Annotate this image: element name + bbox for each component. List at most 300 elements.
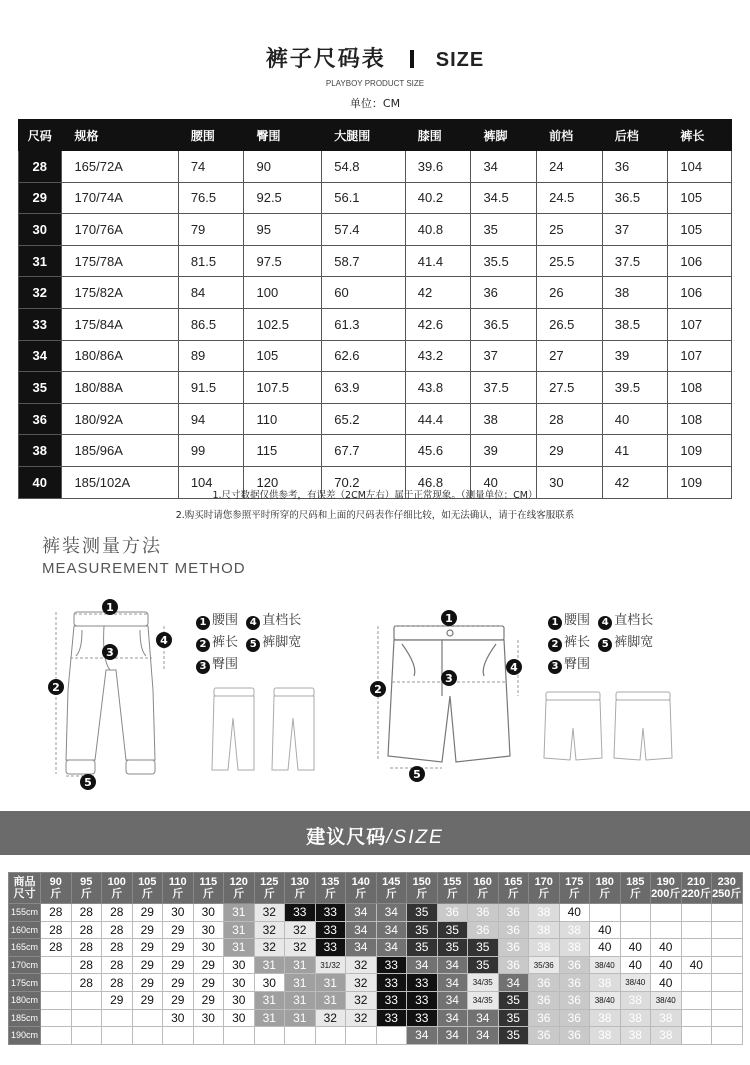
table-cell: 170/74A (62, 182, 178, 214)
size-cell (712, 904, 743, 922)
table-cell: 42 (602, 466, 668, 498)
table-cell: 62.6 (322, 340, 406, 372)
size-cell: 31 (315, 991, 346, 1009)
size-cell: 34 (376, 904, 407, 922)
table-cell: 35.5 (471, 245, 537, 277)
weight-unit: 斤 (141, 888, 153, 900)
size-cell: 31 (254, 956, 285, 974)
weight-value: 230 (717, 876, 736, 888)
weight-header (437, 873, 468, 904)
size-cell: 34 (19, 340, 62, 372)
table-cell: 108 (668, 403, 732, 435)
table-row (19, 214, 732, 246)
legend-long: 1 腰围 4 直档长 2 裤长 5 裤脚宽 3 臀围 (196, 610, 326, 676)
table-cell: 185/96A (62, 435, 178, 467)
corner-line-2: 尺寸 (13, 888, 36, 900)
size-cell: 35 (19, 372, 62, 404)
size-cell (651, 921, 682, 939)
size-cell: 32 (285, 921, 316, 939)
weight-unit: 斤 (385, 888, 397, 900)
weight-header (285, 873, 316, 904)
size-cell: 29 (163, 939, 194, 957)
size-cell: 33 (376, 1009, 407, 1027)
size-cell: 32 (346, 956, 377, 974)
size-cell: 33 (376, 974, 407, 992)
size-cell: 35 (407, 904, 438, 922)
weight-value: 120 (229, 876, 248, 888)
weight-header (620, 873, 651, 904)
weight-value: 185 (626, 876, 645, 888)
table-cell: 106 (668, 277, 732, 309)
table-cell: 56.1 (322, 182, 406, 214)
size-cell: 36 (559, 956, 590, 974)
size-cell (41, 991, 72, 1009)
size-cell: 36 (559, 974, 590, 992)
size-cell: 33 (315, 921, 346, 939)
table-cell: 185/102A (62, 466, 178, 498)
size-cell (71, 1009, 102, 1027)
table-cell: 44.4 (405, 403, 471, 435)
size-cell: 40 (620, 956, 651, 974)
size-cell: 33 (285, 904, 316, 922)
table-row (19, 435, 732, 467)
marker-2: 2 (374, 683, 382, 696)
table-cell: 63.9 (322, 372, 406, 404)
size-cell: 34 (346, 939, 377, 957)
size-cell: 40 (590, 921, 621, 939)
size-cell: 34 (407, 1027, 438, 1045)
note-2: 2.购买时请您参照平时所穿的尺码和上面的尺码表作仔细比较，如无法确认，请于在线客服联系 (175, 510, 575, 521)
size-cell: 30 (193, 939, 224, 957)
size-cell: 36 (498, 956, 529, 974)
size-cell (651, 904, 682, 922)
size-cell: 34 (437, 1027, 468, 1045)
long-pants-thumbnails (208, 684, 328, 776)
table-cell: 110 (244, 403, 322, 435)
size-cell: 30 (163, 904, 194, 922)
size-cell: 32 (285, 939, 316, 957)
weight-unit: 斤 (477, 888, 489, 900)
shorts-thumbnails (540, 688, 680, 768)
table-cell: 30 (537, 466, 603, 498)
size-cell (681, 1009, 712, 1027)
size-cell (681, 939, 712, 957)
table-cell: 38.5 (602, 308, 668, 340)
size-cell: 28 (41, 904, 72, 922)
size-cell: 28 (71, 904, 102, 922)
size-cell: 34 (468, 1009, 499, 1027)
size-cell: 32 (346, 1009, 377, 1027)
table-cell: 89 (178, 340, 244, 372)
size-cell: 31 (285, 1009, 316, 1027)
weight-header-row (9, 873, 743, 904)
table-cell: 104 (668, 151, 732, 183)
size-chart-table (18, 119, 732, 499)
size-cell: 30 (224, 991, 255, 1009)
table-cell: 58.7 (322, 245, 406, 277)
table-cell: 107.5 (244, 372, 322, 404)
table-row (19, 182, 732, 214)
size-cell (712, 956, 743, 974)
weight-header (163, 873, 194, 904)
size-cell: 29 (132, 991, 163, 1009)
table-cell: 43.8 (405, 372, 471, 404)
size-cell (712, 991, 743, 1009)
size-cell: 29 (163, 991, 194, 1009)
table-row (19, 372, 732, 404)
table-cell: 38 (471, 403, 537, 435)
method-title-en: MEASUREMENT METHOD (42, 560, 246, 577)
size-cell: 36 (468, 921, 499, 939)
table-row (9, 904, 743, 922)
size-cell: 29 (132, 939, 163, 957)
size-cell: 33 (315, 904, 346, 922)
size-cell: 30 (193, 921, 224, 939)
size-cell (712, 921, 743, 939)
size-cell: 38 (620, 1027, 651, 1045)
table-cell: 90 (244, 151, 322, 183)
size-cell: 31 (285, 956, 316, 974)
size-cell: 28 (102, 921, 133, 939)
size-cell (681, 974, 712, 992)
column-header: 膝围 (405, 120, 471, 151)
table-cell: 39 (602, 340, 668, 372)
size-cell (712, 974, 743, 992)
table-cell: 24.5 (537, 182, 603, 214)
size-cell: 31 (285, 991, 316, 1009)
size-cell: 34 (376, 921, 407, 939)
weight-header (712, 873, 743, 904)
table-cell: 180/86A (62, 340, 178, 372)
size-cell: 40 (651, 974, 682, 992)
table-cell: 40.2 (405, 182, 471, 214)
size-cell: 38/40 (590, 991, 621, 1009)
size-cell: 30 (224, 1009, 255, 1027)
size-cell (132, 1027, 163, 1045)
weight-unit: 斤 (111, 888, 123, 900)
table-row (9, 921, 743, 939)
table-row (9, 1027, 743, 1045)
size-cell (376, 1027, 407, 1045)
size-cell: 38 (620, 991, 651, 1009)
size-cell: 38 (529, 921, 560, 939)
table-cell: 109 (668, 435, 732, 467)
size-cell: 29 (193, 991, 224, 1009)
size-cell: 32 (254, 939, 285, 957)
size-cell (620, 904, 651, 922)
size-cell: 30 (163, 1009, 194, 1027)
weight-unit: 斤 (446, 888, 458, 900)
table-cell: 84 (178, 277, 244, 309)
size-cell (712, 939, 743, 957)
weight-value: 210 (687, 876, 706, 888)
table-row (9, 991, 743, 1009)
table-cell: 46.8 (405, 466, 471, 498)
size-cell: 33 (407, 991, 438, 1009)
table-row (19, 151, 732, 183)
marker-4: 4 (510, 661, 518, 674)
size-cell: 34/35 (468, 991, 499, 1009)
table-cell: 61.3 (322, 308, 406, 340)
weight-value: 150 (412, 876, 431, 888)
table-row (19, 403, 732, 435)
table-cell: 65.2 (322, 403, 406, 435)
table-cell: 86.5 (178, 308, 244, 340)
weight-header (407, 873, 438, 904)
size-cell (254, 1027, 285, 1045)
weight-header (498, 873, 529, 904)
column-header: 裤长 (668, 120, 732, 151)
size-cell: 33 (376, 991, 407, 1009)
size-cell: 29 (132, 974, 163, 992)
table-cell: 180/88A (62, 372, 178, 404)
corner-line-1: 商品 (13, 876, 36, 888)
size-cell (712, 1027, 743, 1045)
recommend-title (0, 822, 750, 849)
weight-unit: 斤 (294, 888, 306, 900)
size-cell: 36 (529, 991, 560, 1009)
table-cell: 41 (602, 435, 668, 467)
weight-unit: 斤 (568, 888, 580, 900)
size-chart-header (19, 120, 732, 151)
table-cell: 99 (178, 435, 244, 467)
weight-value: 165 (504, 876, 523, 888)
size-cell (41, 956, 72, 974)
weight-unit: 斤 (50, 888, 62, 900)
table-cell: 39 (471, 435, 537, 467)
size-cell: 30 (224, 956, 255, 974)
size-cell: 38 (651, 1027, 682, 1045)
size-cell: 28 (19, 151, 62, 183)
weight-header (132, 873, 163, 904)
weight-value: 175 (565, 876, 584, 888)
size-cell: 28 (102, 974, 133, 992)
size-cell (224, 1027, 255, 1045)
size-cell: 29 (193, 956, 224, 974)
marker-2: 2 (52, 681, 60, 694)
weight-unit: 200斤 (651, 888, 681, 900)
size-cell: 30 (19, 214, 62, 246)
size-cell: 33 (407, 974, 438, 992)
size-cell: 34 (437, 974, 468, 992)
weight-unit: 斤 (629, 888, 641, 900)
height-label: 175cm (9, 974, 41, 992)
table-cell: 41.4 (405, 245, 471, 277)
size-cell: 34/35 (468, 974, 499, 992)
marker-5: 5 (84, 776, 92, 789)
size-cell: 36 (498, 921, 529, 939)
size-cell: 31 (224, 939, 255, 957)
size-cell: 28 (102, 956, 133, 974)
height-label: 190cm (9, 1027, 41, 1045)
weight-value: 125 (260, 876, 279, 888)
size-cell: 31 (19, 245, 62, 277)
size-cell: 29 (132, 921, 163, 939)
size-cell: 34 (407, 956, 438, 974)
size-cell: 36 (468, 904, 499, 922)
size-cell: 29 (193, 974, 224, 992)
table-cell: 170/76A (62, 214, 178, 246)
table-cell: 74 (178, 151, 244, 183)
marker-5: 5 (413, 768, 421, 781)
size-cell: 31 (315, 974, 346, 992)
weight-value: 140 (351, 876, 370, 888)
size-cell: 38 (529, 939, 560, 957)
title-cn: 裤子尺码表 (265, 47, 386, 72)
table-cell: 36.5 (602, 182, 668, 214)
table-cell: 175/78A (62, 245, 178, 277)
table-cell: 120 (244, 466, 322, 498)
column-header: 臀围 (244, 120, 322, 151)
size-cell: 38 (559, 921, 590, 939)
size-cell: 38/40 (590, 956, 621, 974)
table-cell: 175/84A (62, 308, 178, 340)
size-cell: 34 (346, 921, 377, 939)
size-cell: 32 (19, 277, 62, 309)
weight-header (41, 873, 72, 904)
size-cell: 40 (651, 939, 682, 957)
table-cell: 100 (244, 277, 322, 309)
weight-value: 155 (443, 876, 462, 888)
table-cell: 60 (322, 277, 406, 309)
size-cell: 38 (651, 1009, 682, 1027)
size-cell: 35/36 (529, 956, 560, 974)
table-cell: 34.5 (471, 182, 537, 214)
weight-header (590, 873, 621, 904)
table-cell: 42.6 (405, 308, 471, 340)
weight-header (468, 873, 499, 904)
weight-unit: 斤 (355, 888, 367, 900)
weight-unit: 斤 (599, 888, 611, 900)
size-cell: 32 (254, 921, 285, 939)
weight-value: 170 (534, 876, 553, 888)
size-cell: 33 (407, 1009, 438, 1027)
column-header: 大腿围 (322, 120, 406, 151)
column-header: 后档 (602, 120, 668, 151)
table-row (19, 245, 732, 277)
size-cell: 36 (19, 403, 62, 435)
size-cell: 38 (620, 1009, 651, 1027)
size-cell: 28 (71, 939, 102, 957)
size-cell: 28 (102, 904, 133, 922)
size-cell: 34 (437, 956, 468, 974)
weight-header (346, 873, 377, 904)
size-cell (681, 904, 712, 922)
size-cell: 38 (529, 904, 560, 922)
table-row (9, 1009, 743, 1027)
size-cell: 40 (651, 956, 682, 974)
size-cell: 36 (529, 1027, 560, 1045)
weight-header (651, 873, 682, 904)
table-cell: 25.5 (537, 245, 603, 277)
table-cell: 37.5 (471, 372, 537, 404)
table-cell: 40 (602, 403, 668, 435)
size-cell (712, 1009, 743, 1027)
unit-label: 单位：CM (349, 97, 401, 110)
weight-unit: 斤 (202, 888, 214, 900)
weight-header (102, 873, 133, 904)
table-cell: 76.5 (178, 182, 244, 214)
weight-unit: 斤 (324, 888, 336, 900)
table-cell: 27 (537, 340, 603, 372)
weight-header (193, 873, 224, 904)
size-cell: 36 (559, 1027, 590, 1045)
table-cell: 26 (537, 277, 603, 309)
column-header: 尺码 (19, 120, 62, 151)
size-cell: 40 (590, 939, 621, 957)
weight-unit: 斤 (263, 888, 275, 900)
column-header: 腰围 (178, 120, 244, 151)
table-row (9, 956, 743, 974)
size-cell: 29 (163, 956, 194, 974)
weight-value: 90 (49, 876, 62, 888)
size-cell (41, 1027, 72, 1045)
size-cell: 34 (437, 1009, 468, 1027)
table-cell: 175/82A (62, 277, 178, 309)
weight-unit: 220斤 (681, 888, 711, 900)
table-cell: 115 (244, 435, 322, 467)
table-cell: 34 (471, 151, 537, 183)
table-cell: 42 (405, 277, 471, 309)
size-cell: 40 (681, 956, 712, 974)
size-cell: 35 (407, 921, 438, 939)
table-cell: 165/72A (62, 151, 178, 183)
title-size: SIZE (435, 49, 485, 71)
size-cell (41, 974, 72, 992)
marker-1: 1 (106, 601, 114, 614)
table-cell: 29 (537, 435, 603, 467)
table-cell: 109 (668, 466, 732, 498)
long-pants-diagram (40, 590, 180, 790)
size-cell: 38 (590, 1009, 621, 1027)
size-cell (102, 1027, 133, 1045)
weight-value: 180 (595, 876, 614, 888)
table-cell: 94 (178, 403, 244, 435)
size-cell: 29 (132, 956, 163, 974)
weight-value: 115 (199, 876, 218, 888)
size-cell (681, 991, 712, 1009)
recommend-size-table (8, 872, 743, 1045)
weight-header (376, 873, 407, 904)
table-cell: 79 (178, 214, 244, 246)
table-cell: 70.2 (322, 466, 406, 498)
title-divider (410, 50, 414, 68)
weight-value: 135 (321, 876, 340, 888)
table-cell: 36.5 (471, 308, 537, 340)
size-cell: 36 (498, 939, 529, 957)
recommend-title-cn: 建议尺码 (306, 826, 387, 848)
size-cell: 35 (468, 956, 499, 974)
size-cell: 36 (498, 904, 529, 922)
size-cell: 40 (620, 939, 651, 957)
weight-unit: 斤 (233, 888, 245, 900)
method-title-cn: 裤装测量方法 (42, 536, 162, 557)
size-cell: 32 (254, 904, 285, 922)
size-cell: 36 (437, 904, 468, 922)
table-cell: 43.2 (405, 340, 471, 372)
size-cell: 38 (590, 1027, 621, 1045)
column-header: 裤脚 (471, 120, 537, 151)
table-row (19, 340, 732, 372)
height-label: 185cm (9, 1009, 41, 1027)
table-cell: 24 (537, 151, 603, 183)
size-cell: 28 (71, 921, 102, 939)
table-cell: 57.4 (322, 214, 406, 246)
table-cell: 91.5 (178, 372, 244, 404)
weight-value: 160 (473, 876, 492, 888)
brand-subtitle: PLAYBOY PRODUCT SIZE (325, 79, 425, 88)
size-cell: 31 (254, 991, 285, 1009)
